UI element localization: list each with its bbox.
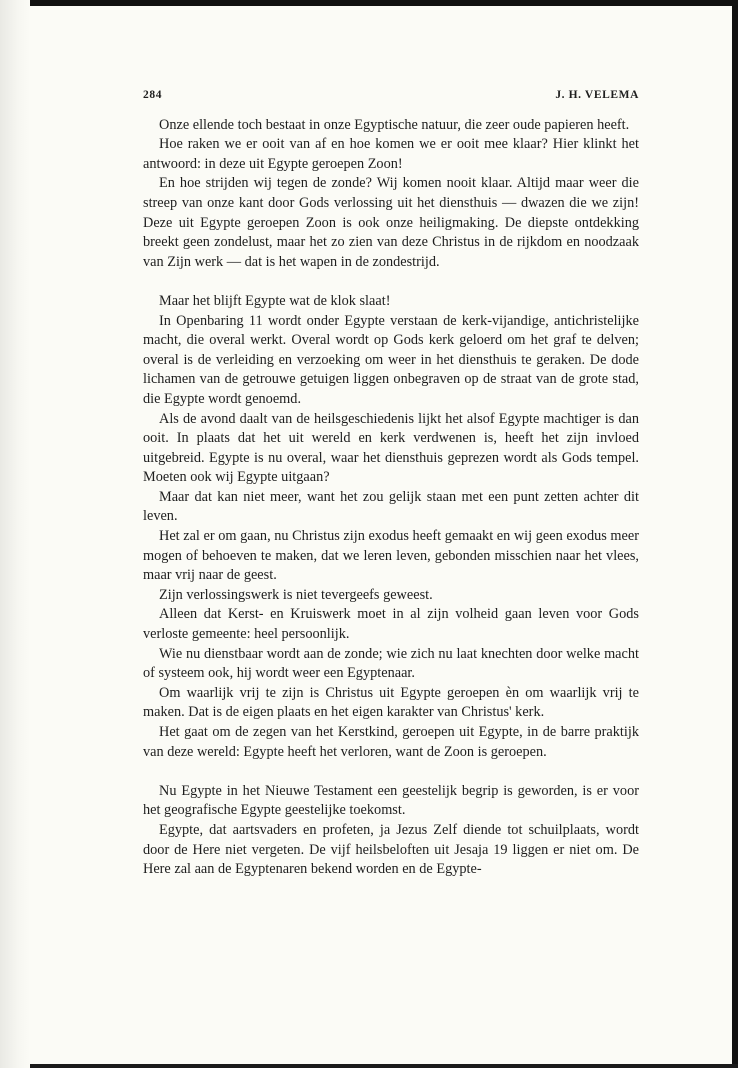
section-break — [143, 762, 639, 782]
paragraph: Maar het blijft Egypte wat de klok slaat! — [159, 292, 391, 309]
page-number: 284 — [143, 89, 163, 101]
paragraph: Als de avond daalt van de heilsgeschiedenis lijkt het alsof Egypte machtiger is dan ooit. In plaats dat het uit wereld en kerk verdwenen is, heeft het zijn invloed uitgebreid. Egypte is nu overal, waar het diensthuis geprezen wordt als Gods tempel. Moeten ook wij Egypte uitgaan? — [143, 410, 639, 486]
paragraph: Maar dat kan niet meer, want het zou gelijk staan met een punt zetten achter dit leven. — [143, 488, 639, 525]
paragraph: Nu Egypte in het Nieuwe Testament een geestelijk begrip is geworden, is er voor het geografische Egypte geestelijke toekomst. — [143, 782, 639, 819]
running-title: J. H. VELEMA — [555, 89, 639, 101]
scan-bottom-border — [30, 1064, 738, 1068]
body-text — [143, 116, 639, 880]
page-content — [143, 86, 639, 880]
paragraph: En hoe strijden wij tegen de zonde? Wij komen nooit klaar. Altijd maar weer die streep van onze kant door Gods verlossing uit het diensthuis — dwazen die we zijn! Deze uit Egypte geroepen Zoon is ook onze heiligmaking. De diepste ontdekking breekt geen zondelust, maar het zo zien van deze Christus in de rijkdom en noodzaak van Zijn werk — dat is het wapen in de zondestrijd. — [143, 175, 639, 270]
paragraph: Het zal er om gaan, nu Christus zijn exodus heeft gemaakt en wij geen exodus meer mogen of behoeven te maken, dat we leren leven, gebonden misschien naar het vlees, maar vrij naar de geest. — [143, 528, 639, 584]
paragraph: Zijn verlossingswerk is niet tevergeefs geweest. — [159, 586, 433, 603]
paragraph: In Openbaring 11 wordt onder Egypte verstaan de kerk-vijandige, antichristelijke macht, die overal werkt. Overal wordt op Gods kerk geloerd om het graf te delven; overal is de verleiding en verzoeking om weer in het diensthuis te geraken. De dode lichamen van de getrouwe getuigen liggen onbegraven op de straat van de grote stad, die Egypte wordt genoemd. — [143, 312, 639, 407]
paragraph: Hoe raken we er ooit van af en hoe komen we er ooit mee klaar? Hier klinkt het antwoord: in deze uit Egypte geroepen Zoon! — [143, 136, 639, 172]
scan-top-border — [30, 0, 738, 6]
scan-right-border — [732, 0, 738, 1068]
paragraph: Wie nu dienstbaar wordt aan de zonde; wie zich nu laat knechten door welke macht of systeem ook, hij wordt weer een Egyptenaar. — [143, 645, 639, 682]
scan-left-margin — [0, 0, 30, 1068]
paragraph: Egypte, dat aartsvaders en profeten, ja Jezus Zelf diende tot schuilplaats, wordt door de Here niet vergeten. De vijf heilsbeloften uit Jesaja 19 liggen er niet om. De Here zal aan de Egyptenaren bekend worden en de Egypte- — [143, 821, 639, 878]
paragraph: Om waarlijk vrij te zijn is Christus uit Egypte geroepen èn om waarlijk vrij te maken. Dat is de eigen plaats en het eigen karakter van Christus' kerk. — [143, 684, 639, 721]
paragraph: Onze ellende toch bestaat in onze Egyptische natuur, die zeer oude papieren heeft. — [159, 116, 630, 133]
running-head — [143, 86, 639, 106]
section-break — [143, 272, 639, 292]
paragraph: Het gaat om de zegen van het Kerstkind, geroepen uit Egypte, in de barre praktijk van deze wereld: Egypte heeft het verloren, want de Zoon is geroepen. — [143, 724, 639, 760]
paragraph: Alleen dat Kerst- en Kruiswerk moet in al zijn volheid gaan leven voor Gods verloste gemeente: heel persoonlijk. — [143, 606, 639, 643]
